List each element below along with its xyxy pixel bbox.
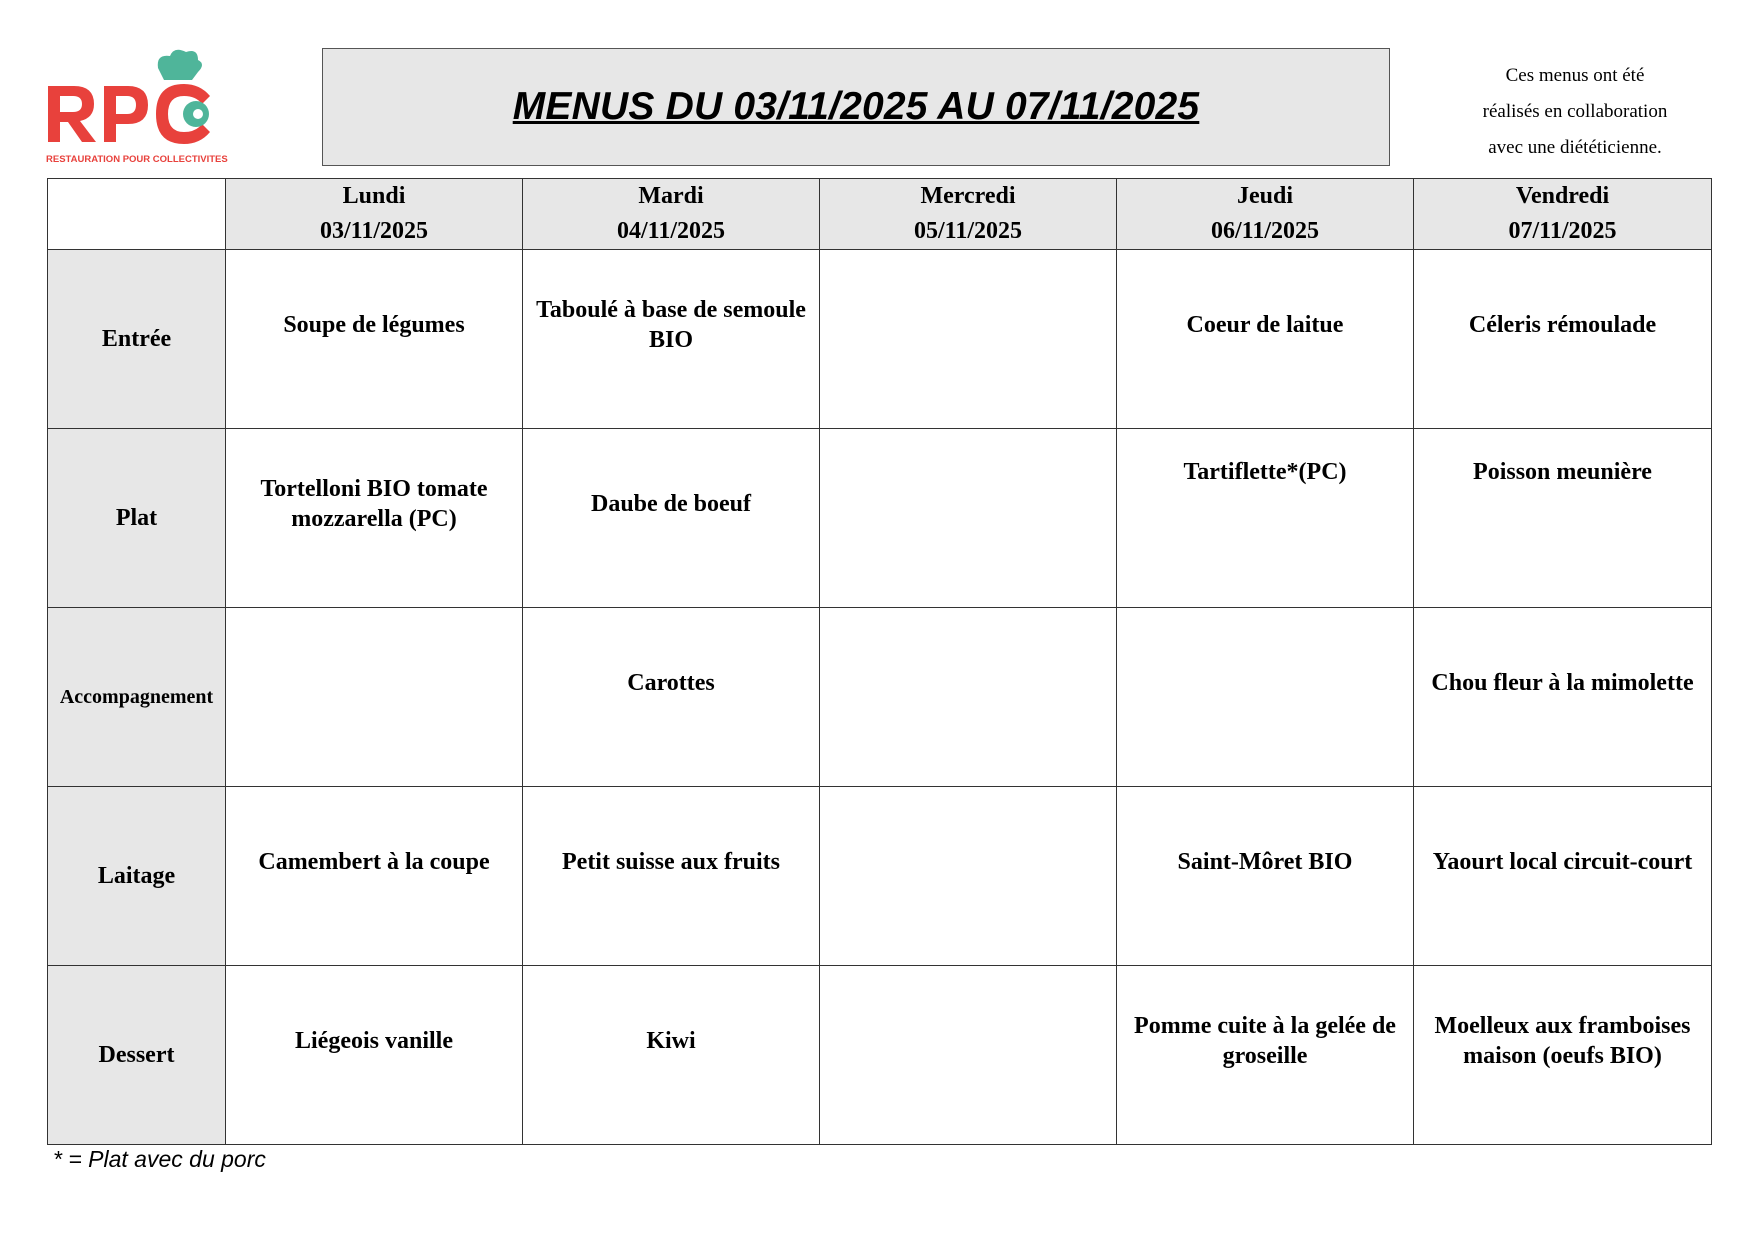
menu-cell bbox=[1414, 429, 1712, 608]
dish: Céleris rémoulade bbox=[1468, 312, 1657, 338]
menu-cell bbox=[226, 250, 523, 429]
menu-cell bbox=[1117, 250, 1414, 429]
table-row-entree bbox=[48, 250, 1712, 429]
day-header bbox=[1117, 179, 1414, 250]
rpc-logo bbox=[46, 46, 226, 170]
dish: Kiwi bbox=[646, 1028, 696, 1054]
table-header-row bbox=[48, 179, 1712, 250]
dietitian-note bbox=[1440, 58, 1710, 166]
menu-cell bbox=[820, 966, 1117, 1145]
day-date: 06/11/2025 bbox=[1210, 218, 1319, 244]
menu-title: MENUS DU 03/11/2025 AU 07/11/2025 bbox=[512, 85, 1200, 128]
row-label: Entrée bbox=[48, 250, 226, 429]
table-row-dessert bbox=[48, 966, 1712, 1145]
day-date: 05/11/2025 bbox=[913, 218, 1022, 244]
table-row-plat bbox=[48, 429, 1712, 608]
dish: Liégeois vanille bbox=[295, 1028, 453, 1054]
dish: Tartiflette*(PC) bbox=[1183, 459, 1347, 485]
day-header bbox=[1414, 179, 1712, 250]
menu-cell bbox=[226, 966, 523, 1145]
menu-cell bbox=[523, 608, 820, 787]
menu-cell bbox=[820, 787, 1117, 966]
title-box bbox=[322, 48, 1390, 166]
menu-cell bbox=[523, 966, 820, 1145]
note-line-3: avec une diététicienne. bbox=[1488, 137, 1662, 158]
dish: Moelleux aux framboises maison (oeufs BIO) bbox=[1434, 1013, 1691, 1069]
row-label: Plat bbox=[48, 429, 226, 608]
dish: Carottes bbox=[627, 670, 715, 696]
dish: Coeur de laitue bbox=[1186, 312, 1344, 338]
row-label: Dessert bbox=[48, 966, 226, 1145]
day-name: Vendredi bbox=[1515, 183, 1610, 209]
menu-cell bbox=[523, 429, 820, 608]
weekly-menu-table bbox=[47, 178, 1712, 1145]
dish: Camembert à la coupe bbox=[258, 849, 490, 875]
pork-footnote: * = Plat avec du porc bbox=[53, 1146, 266, 1172]
dish: Pomme cuite à la gelée de groseille bbox=[1134, 1013, 1396, 1069]
menu-cell bbox=[226, 787, 523, 966]
menu-cell bbox=[226, 429, 523, 608]
table-row-accompagnement bbox=[48, 608, 1712, 787]
note-line-2: réalisés en collaboration bbox=[1482, 101, 1668, 122]
day-header bbox=[523, 179, 820, 250]
table-row-laitage bbox=[48, 787, 1712, 966]
menu-cell bbox=[523, 787, 820, 966]
menu-cell bbox=[226, 608, 523, 787]
day-name: Mardi bbox=[638, 183, 704, 209]
menu-cell bbox=[1117, 966, 1414, 1145]
menu-cell bbox=[1414, 250, 1712, 429]
menu-cell bbox=[1117, 787, 1414, 966]
day-date: 07/11/2025 bbox=[1508, 218, 1617, 244]
row-label: Accompagnement bbox=[48, 608, 226, 787]
menu-cell bbox=[820, 429, 1117, 608]
logo-tagline: RESTAURATION POUR COLLECTIVITES bbox=[46, 154, 228, 165]
menu-cell bbox=[820, 608, 1117, 787]
rpc-logo-graphic bbox=[46, 46, 226, 170]
dish: Chou fleur à la mimolette bbox=[1431, 670, 1694, 696]
dish: Poisson meunière bbox=[1473, 459, 1652, 485]
menu-cell bbox=[1414, 787, 1712, 966]
day-name: Mercredi bbox=[920, 183, 1016, 209]
day-date: 04/11/2025 bbox=[616, 218, 725, 244]
dish: Soupe de légumes bbox=[283, 312, 465, 338]
dish: Taboulé à base de semoule BIO bbox=[536, 297, 806, 353]
dish: Yaourt local circuit-court bbox=[1432, 849, 1693, 875]
menu-cell bbox=[1117, 429, 1414, 608]
day-header bbox=[226, 179, 523, 250]
day-name: Lundi bbox=[342, 183, 406, 209]
dish: Petit suisse aux fruits bbox=[562, 849, 780, 875]
corner-cell bbox=[48, 179, 226, 250]
dish: Daube de boeuf bbox=[590, 491, 752, 517]
dish: Tortelloni BIO tomate mozzarella (PC) bbox=[260, 476, 488, 532]
menu-cell bbox=[1117, 608, 1414, 787]
dish: Saint-Môret BIO bbox=[1177, 849, 1353, 875]
menu-cell bbox=[1414, 966, 1712, 1145]
day-name: Jeudi bbox=[1236, 183, 1293, 209]
day-date: 03/11/2025 bbox=[319, 218, 428, 244]
menu-cell bbox=[820, 250, 1117, 429]
menu-cell bbox=[523, 250, 820, 429]
row-label: Laitage bbox=[48, 787, 226, 966]
note-line-1: Ces menus ont été bbox=[1505, 65, 1645, 86]
day-header bbox=[820, 179, 1117, 250]
menu-cell bbox=[1414, 608, 1712, 787]
